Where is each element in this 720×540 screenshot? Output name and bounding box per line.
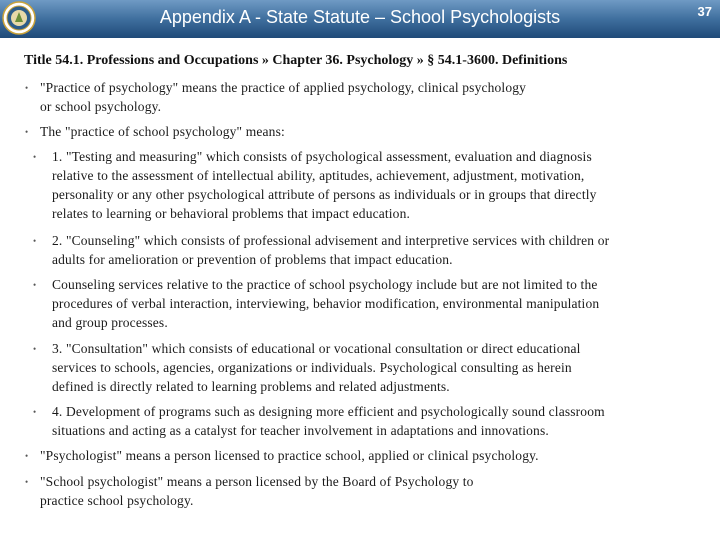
text-line: "School psychologist" means a person licensed by the Board of Psychology to — [40, 474, 474, 489]
text-line: practice school psychology. — [40, 493, 194, 508]
list-item-counseling-services — [52, 275, 599, 332]
list-item-development — [52, 402, 605, 440]
bullet-icon: • — [25, 477, 29, 487]
text-line: relates to learning or behavioral problems that impact education. — [52, 206, 411, 221]
text-line: and group processes. — [52, 315, 168, 330]
text-line: situations and acting as a catalyst for teacher involvement in adaptations and innovations. — [52, 423, 549, 438]
text-line: services to schools, agencies, organizations or individuals. Psychological consulting as herein — [52, 360, 572, 375]
text-line: Counseling services relative to the practice of school psychology include but are not limited to the — [52, 277, 598, 292]
bullet-icon: • — [33, 407, 37, 417]
text-line: "Psychologist" means a person licensed to practice school, applied or clinical psychology. — [40, 448, 539, 463]
list-item-consultation — [52, 339, 581, 396]
title-banner — [0, 0, 720, 38]
statute-heading: Title 54.1. Professions and Occupations » Chapter 36. Psychology » § 54.1-3600. Definitions — [24, 53, 568, 68]
bullet-icon: • — [25, 451, 29, 461]
list-item-testing — [52, 147, 597, 223]
definition-psychologist — [40, 446, 539, 465]
text-line: procedures of verbal interaction, interviewing, behavior modification, environmental manipulation — [52, 296, 600, 311]
page-title: Appendix A - State Statute – School Psychologists — [159, 7, 561, 27]
text-line: 1. "Testing and measuring" which consists of psychological assessment, evaluation and diagnosis — [52, 149, 592, 164]
bullet-icon: • — [25, 127, 29, 137]
text-line: 4. Development of programs such as designing more efficient and psychologically sound classroom — [52, 404, 605, 419]
definition-practice-school-psychology — [40, 122, 285, 141]
text-line: defined is directly related to learning problems and related adjustments. — [52, 379, 450, 394]
bullet-icon: • — [33, 280, 37, 290]
text-line: 2. "Counseling" which consists of professional advisement and interpretive services with children or — [52, 233, 610, 248]
text-line: "Practice of psychology" means the practice of applied psychology, clinical psychology — [40, 80, 527, 95]
bullet-icon: • — [33, 344, 37, 354]
text-line: personality or any other psychological attribute of persons as individuals or in groups that directly — [52, 187, 597, 202]
bullet-icon: • — [33, 152, 37, 162]
bullet-icon: • — [33, 236, 37, 246]
page-number: 37 — [697, 4, 712, 19]
definition-school-psychologist — [40, 472, 474, 510]
text-line: 3. "Consultation" which consists of educational or vocational consultation or direct educational — [52, 341, 581, 356]
text-line: relative to the assessment of intellectual ability, aptitudes, achievement, adjustment, motivation, — [52, 168, 585, 183]
bullet-icon: • — [25, 83, 29, 93]
text-line: or school psychology. — [40, 99, 162, 114]
text-line: The "practice of school psychology" means: — [40, 124, 285, 139]
list-item-counseling — [52, 231, 609, 269]
text-line: adults for amelioration or prevention of problems that impact education. — [52, 252, 453, 267]
definition-practice-psychology — [40, 78, 526, 116]
